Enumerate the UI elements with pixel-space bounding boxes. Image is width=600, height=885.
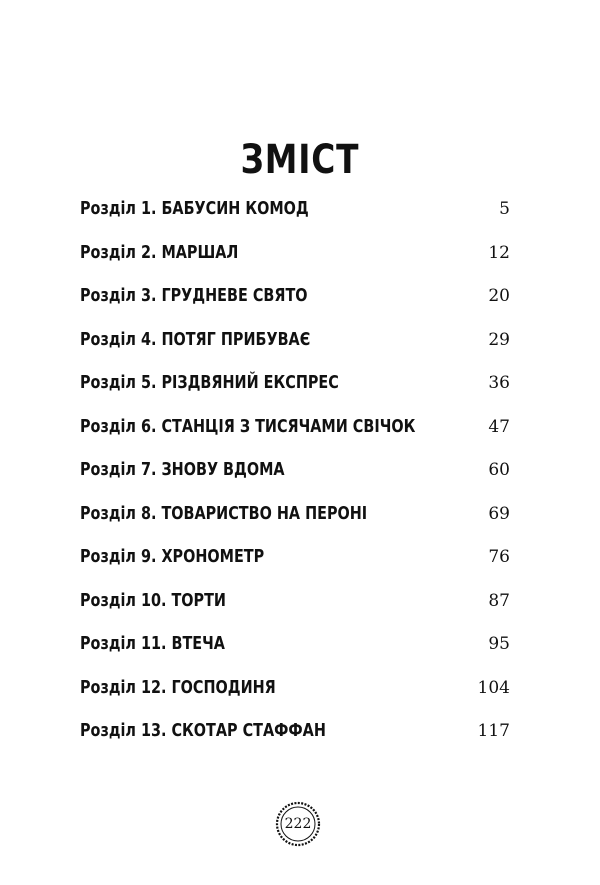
toc-entry-label: Розділ 4. ПОТЯГ ПРИБУВАЄ [80, 328, 311, 350]
toc-entry [80, 455, 510, 499]
toc-entry-label: Розділ 2. МАРШАЛ [80, 241, 239, 263]
toc-entry [80, 673, 510, 717]
toc-entry-page: 76 [488, 547, 510, 567]
toc-entry-label: Розділ 10. ТОРТИ [80, 589, 226, 611]
toc-entry [80, 238, 510, 282]
toc-entry-label: Розділ 12. ГОСПОДИНЯ [80, 676, 276, 698]
toc-entry-label: Розділ 13. СКОТАР СТАФФАН [80, 720, 326, 741]
toc-entry-label: Розділ 5. РІЗДВЯНИЙ ЕКСПРЕС [80, 372, 339, 393]
toc-entry [80, 325, 510, 369]
toc-entry-label: Розділ 1. БАБУСИН КОМОД [80, 198, 309, 219]
toc-entry-page: 36 [488, 373, 510, 393]
toc-entry [80, 499, 510, 543]
page-number: 222 [284, 816, 312, 832]
toc-entry-page: 60 [488, 460, 510, 480]
toc-entry [80, 194, 510, 238]
page-number-badge [274, 800, 322, 848]
toc-entry-label: Розділ 9. ХРОНОМЕТР [80, 546, 265, 567]
toc-entry [80, 716, 510, 760]
toc-entry-page: 104 [477, 677, 510, 698]
toc-entry-page: 20 [488, 286, 510, 306]
toc-entry-label: Розділ 8. ТОВАРИСТВО НА ПЕРОНІ [80, 502, 368, 524]
toc-entry [80, 586, 510, 630]
toc-entry-page: 29 [488, 329, 510, 350]
toc-entry-page: 12 [488, 242, 510, 263]
toc-entry [80, 412, 510, 456]
toc-entry-page: 69 [488, 503, 510, 524]
toc-entry-page: 117 [477, 721, 510, 741]
table-of-contents [80, 194, 510, 760]
toc-entry [80, 629, 510, 673]
toc-entry-page: 87 [488, 590, 510, 611]
toc-entry-label: Розділ 11. ВТЕЧА [80, 633, 225, 654]
toc-entry-page: 95 [488, 634, 510, 654]
toc-entry [80, 542, 510, 586]
toc-entry-page: 47 [488, 416, 510, 437]
toc-entry-label: Розділ 6. СТАНЦІЯ З ТИСЯЧАМИ СВІЧОК [80, 415, 416, 437]
toc-entry-label: Розділ 7. ЗНОВУ ВДОМА [80, 459, 285, 480]
toc-entry [80, 368, 510, 412]
page-title: ЗМІСТ [240, 136, 360, 183]
toc-entry-label: Розділ 3. ГРУДНЕВЕ СВЯТО [80, 285, 308, 306]
toc-entry [80, 281, 510, 325]
toc-entry-page: 5 [499, 199, 510, 219]
